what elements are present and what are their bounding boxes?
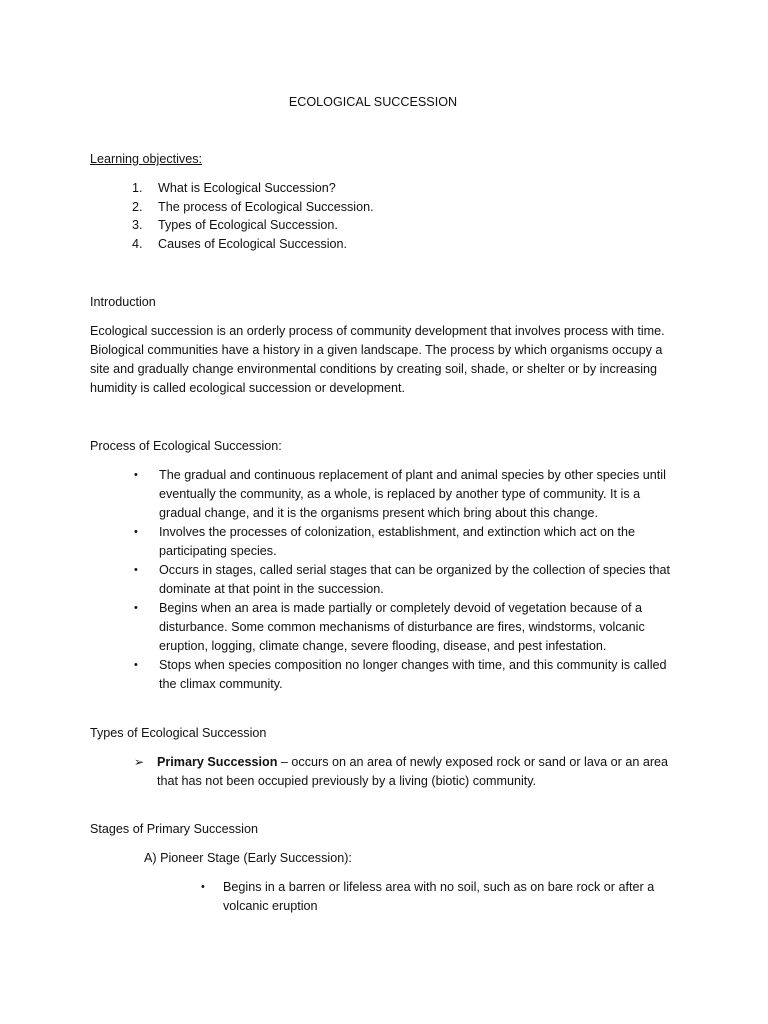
list-item (132, 216, 692, 235)
list-item (132, 466, 692, 523)
primary-succession-term: Primary Succession (157, 755, 278, 769)
introduction-paragraph (90, 322, 690, 398)
list-item-text: Types of Ecological Succession. (158, 218, 338, 232)
process-bullet-list (132, 466, 692, 694)
list-item (198, 878, 654, 916)
list-item-number: 2. (132, 199, 143, 214)
bullet-line: dominate at that point in the succession. (159, 582, 384, 596)
bullet-icon: • (201, 881, 205, 893)
types-heading: Types of Ecological Succession (90, 726, 267, 740)
learning-objectives-list (132, 179, 692, 253)
list-item (132, 523, 692, 561)
list-item (132, 561, 692, 599)
bullet-line: volcanic eruption (223, 899, 318, 913)
bullet-icon: • (134, 659, 138, 671)
primary-succession-line-2: that has not been occupied previously by a living (biotic) community. (157, 774, 537, 788)
bullet-line: Involves the processes of colonization, establishment, and extinction which act on the (159, 525, 636, 539)
bullet-line: eruption, logging, climate change, severe flooding, disease, and pest infestation. (159, 639, 607, 653)
bullet-line: Stops when species composition no longer changes with time, and this community is called (159, 658, 667, 672)
bullet-line: participating species. (159, 544, 277, 558)
bullet-line: Begins when an area is made partially or completely devoid of vegetation because of a (159, 601, 643, 615)
bullet-icon: • (134, 526, 138, 538)
bullet-line: Occurs in stages, called serial stages that can be organized by the collection of species that (159, 563, 671, 577)
list-item (132, 656, 692, 694)
list-item-number: 3. (132, 218, 143, 232)
list-item-text: The process of Ecological Succession. (158, 199, 374, 214)
list-item (132, 198, 692, 217)
introduction-heading: Introduction (90, 295, 156, 309)
bullet-line: eventually the community, as a whole, is replaced by another type of community. It is a (159, 487, 641, 501)
arrow-bullet-icon: ➢ (134, 755, 145, 769)
document-title: ECOLOGICAL SUCCESSION (288, 95, 458, 109)
pioneer-stage-heading: A) Pioneer Stage (Early Succession): (144, 851, 352, 865)
bullet-line: the climax community. (159, 677, 283, 691)
list-item-number: 4. (132, 236, 143, 251)
paragraph-line: Ecological succession is an orderly process of community development that involves process with time. (90, 324, 665, 338)
paragraph-line: Biological communities have a history in a given landscape. The process by which organisms occupy a (90, 343, 663, 357)
stages-heading: Stages of Primary Succession (90, 822, 258, 836)
list-item-number: 1. (132, 181, 143, 195)
paragraph-line: site and gradually change environmental conditions by creating soil, shade, or shelter or by increasing (90, 362, 658, 376)
paragraph-line: humidity is called ecological succession or development. (90, 381, 406, 395)
list-item (132, 599, 692, 656)
bullet-line: gradual change, and it is the organisms present which bring about this change. (159, 506, 598, 520)
list-item-text: What is Ecological Succession? (158, 181, 336, 195)
bullet-icon: • (134, 564, 138, 576)
learning-objectives-heading: Learning objectives: (90, 152, 203, 166)
pioneer-stage-list (198, 878, 654, 916)
bullet-icon: • (134, 469, 138, 481)
primary-succession-item (134, 753, 668, 791)
bullet-line: The gradual and continuous replacement of plant and animal species by other species until (159, 468, 666, 482)
bullet-icon: • (134, 602, 138, 614)
primary-succession-definition: – occurs on an area of newly exposed rock or sand or lava or an area (277, 755, 669, 769)
process-heading: Process of Ecological Succession: (90, 439, 282, 453)
list-item-text: Causes of Ecological Succession. (158, 236, 348, 251)
bullet-line: Begins in a barren or lifeless area with no soil, such as on bare rock or after a (223, 880, 655, 894)
list-item (132, 235, 692, 254)
list-item (132, 179, 692, 198)
bullet-line: disturbance. Some common mechanisms of disturbance are fires, windstorms, volcanic (159, 620, 645, 634)
